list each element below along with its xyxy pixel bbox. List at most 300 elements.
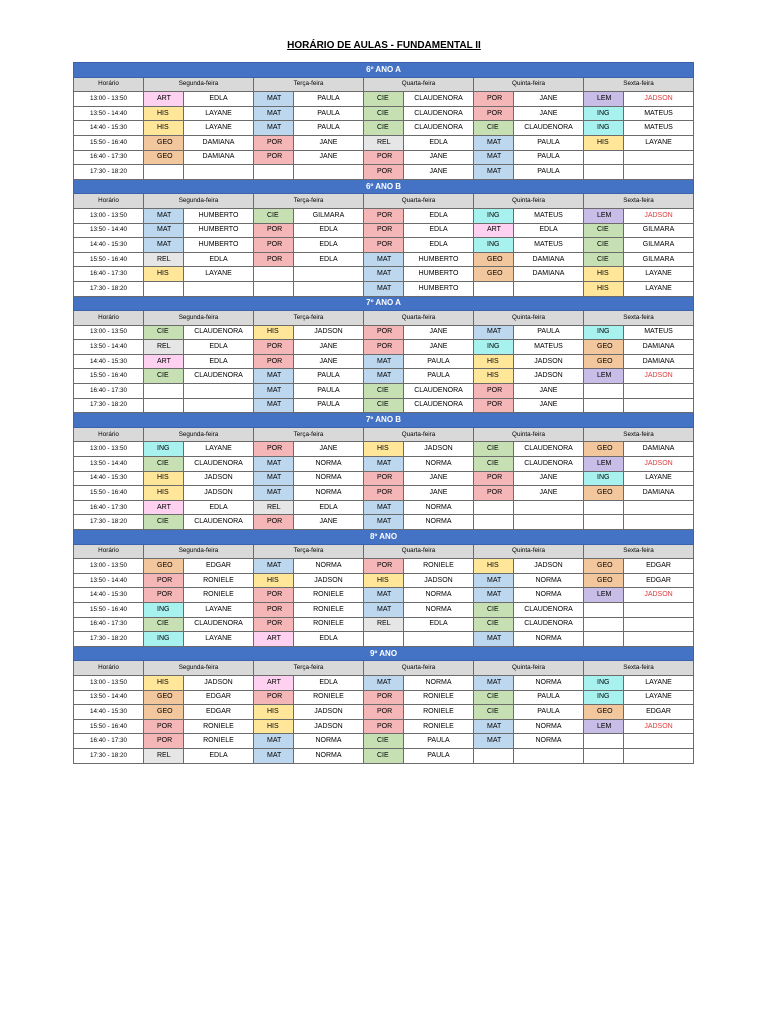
subject-code: LEM (584, 588, 624, 603)
subject-code: GEO (144, 135, 184, 150)
time-slot: 13:00 - 13:50 (74, 208, 144, 223)
table-row (74, 457, 694, 472)
teacher-name: CLAUDENORA (514, 442, 584, 457)
subject-code (144, 165, 184, 180)
teacher-name: JANE (404, 340, 474, 355)
teacher-name: CLAUDENORA (184, 325, 254, 340)
table-row (74, 748, 694, 763)
subject-code (254, 281, 294, 296)
subject-code: LEM (584, 369, 624, 384)
header-day: Quinta-feira (474, 311, 584, 326)
teacher-name: CLAUDENORA (184, 515, 254, 530)
subject-code: HIS (144, 121, 184, 136)
time-slot: 13:00 - 13:50 (74, 325, 144, 340)
time-slot: 13:50 - 14:40 (74, 223, 144, 238)
subject-code: HIS (254, 325, 294, 340)
subject-code: ING (584, 471, 624, 486)
subject-code: ING (584, 675, 624, 690)
teacher-name: CLAUDENORA (514, 617, 584, 632)
subject-code: MAT (474, 150, 514, 165)
teacher-name: EDLA (184, 354, 254, 369)
time-slot: 13:50 - 14:40 (74, 106, 144, 121)
subject-code: POR (364, 165, 404, 180)
subject-code: CIE (474, 602, 514, 617)
column-header-row (74, 661, 694, 676)
subject-code: CIE (144, 515, 184, 530)
teacher-name: CLAUDENORA (404, 121, 474, 136)
teacher-name: JADSON (624, 92, 694, 107)
subject-code: POR (474, 106, 514, 121)
subject-code: MAT (364, 281, 404, 296)
teacher-name: PAULA (294, 398, 364, 413)
header-day: Quinta-feira (474, 77, 584, 92)
subject-code: CIE (364, 92, 404, 107)
teacher-name: RONIELE (404, 719, 474, 734)
teacher-name: JANE (294, 442, 364, 457)
table-row (74, 471, 694, 486)
subject-code: ART (144, 500, 184, 515)
subject-code: ING (584, 106, 624, 121)
teacher-name: HUMBERTO (404, 281, 474, 296)
teacher-name: EDLA (294, 238, 364, 253)
time-slot: 17:30 - 18:20 (74, 398, 144, 413)
subject-code: HIS (144, 471, 184, 486)
table-row (74, 573, 694, 588)
teacher-name: CLAUDENORA (404, 106, 474, 121)
subject-code: MAT (364, 354, 404, 369)
teacher-name: PAULA (404, 748, 474, 763)
table-row (74, 690, 694, 705)
subject-code: CIE (364, 384, 404, 399)
subject-code: MAT (364, 457, 404, 472)
section-title: 7º ANO A (74, 296, 694, 311)
table-row (74, 602, 694, 617)
section-header (74, 179, 694, 194)
subject-code: GEO (144, 705, 184, 720)
time-slot: 17:30 - 18:20 (74, 281, 144, 296)
teacher-name: PAULA (514, 135, 584, 150)
time-slot: 13:00 - 13:50 (74, 92, 144, 107)
subject-code: MAT (474, 675, 514, 690)
time-slot: 17:30 - 18:20 (74, 748, 144, 763)
teacher-name: HUMBERTO (184, 208, 254, 223)
subject-code: REL (144, 252, 184, 267)
teacher-name: RONIELE (294, 617, 364, 632)
subject-code: HIS (144, 675, 184, 690)
subject-code: REL (254, 500, 294, 515)
teacher-name: LAYANE (184, 267, 254, 282)
subject-code: POR (364, 719, 404, 734)
teacher-name: JADSON (294, 719, 364, 734)
subject-code: REL (364, 135, 404, 150)
subject-code: CIE (364, 398, 404, 413)
teacher-name (514, 281, 584, 296)
teacher-name (294, 267, 364, 282)
subject-code: HIS (474, 369, 514, 384)
subject-code: LEM (584, 92, 624, 107)
subject-code: POR (364, 471, 404, 486)
teacher-name: NORMA (514, 734, 584, 749)
subject-code: POR (474, 92, 514, 107)
subject-code: ING (144, 632, 184, 647)
teacher-name: DAMIANA (184, 150, 254, 165)
header-day: Terça-feira (254, 77, 364, 92)
teacher-name: EDLA (404, 238, 474, 253)
teacher-name: JANE (294, 515, 364, 530)
subject-code: ING (144, 442, 184, 457)
subject-code: POR (364, 150, 404, 165)
subject-code: POR (474, 486, 514, 501)
teacher-name: NORMA (294, 471, 364, 486)
teacher-name: HUMBERTO (184, 238, 254, 253)
subject-code: CIE (364, 106, 404, 121)
time-slot: 17:30 - 18:20 (74, 632, 144, 647)
teacher-name: MATEUS (514, 238, 584, 253)
teacher-name (514, 515, 584, 530)
section-header (74, 413, 694, 428)
time-slot: 16:40 - 17:30 (74, 384, 144, 399)
subject-code (144, 398, 184, 413)
subject-code: POR (254, 340, 294, 355)
subject-code: GEO (584, 705, 624, 720)
teacher-name: HUMBERTO (184, 223, 254, 238)
teacher-name: JANE (294, 340, 364, 355)
teacher-name: JANE (404, 165, 474, 180)
time-slot: 15:50 - 16:40 (74, 486, 144, 501)
subject-code: POR (254, 602, 294, 617)
subject-code: HIS (584, 267, 624, 282)
subject-code: ING (144, 602, 184, 617)
subject-code (584, 398, 624, 413)
table-row (74, 369, 694, 384)
subject-code: MAT (254, 106, 294, 121)
subject-code: HIS (144, 267, 184, 282)
time-slot: 14:40 - 15:30 (74, 238, 144, 253)
subject-code: CIE (144, 617, 184, 632)
column-header-row (74, 77, 694, 92)
subject-code (584, 617, 624, 632)
teacher-name (184, 165, 254, 180)
teacher-name: RONIELE (184, 588, 254, 603)
table-row (74, 384, 694, 399)
teacher-name: CLAUDENORA (184, 617, 254, 632)
teacher-name (404, 632, 474, 647)
teacher-name: PAULA (294, 92, 364, 107)
teacher-name: NORMA (294, 486, 364, 501)
subject-code: ART (254, 632, 294, 647)
teacher-name: PAULA (294, 369, 364, 384)
teacher-name: EDLA (184, 340, 254, 355)
table-row (74, 121, 694, 136)
table-row (74, 150, 694, 165)
teacher-name: NORMA (514, 588, 584, 603)
subject-code: CIE (584, 252, 624, 267)
header-day: Sexta-feira (584, 77, 694, 92)
teacher-name: JANE (404, 150, 474, 165)
subject-code: CIE (474, 690, 514, 705)
table-row (74, 106, 694, 121)
subject-code: HIS (144, 486, 184, 501)
subject-code: LEM (584, 719, 624, 734)
teacher-name: JADSON (624, 719, 694, 734)
teacher-name: RONIELE (404, 690, 474, 705)
teacher-name: EDLA (184, 252, 254, 267)
subject-code: MAT (474, 135, 514, 150)
table-row (74, 617, 694, 632)
teacher-name: MATEUS (514, 208, 584, 223)
teacher-name: JANE (294, 354, 364, 369)
subject-code: MAT (254, 384, 294, 399)
table-row (74, 734, 694, 749)
header-day: Sexta-feira (584, 544, 694, 559)
subject-code: GEO (474, 267, 514, 282)
header-day: Segunda-feira (144, 77, 254, 92)
table-row (74, 398, 694, 413)
subject-code: MAT (364, 267, 404, 282)
header-day: Quarta-feira (364, 77, 474, 92)
teacher-name: NORMA (514, 675, 584, 690)
subject-code: POR (144, 719, 184, 734)
time-slot: 14:40 - 15:30 (74, 471, 144, 486)
teacher-name (624, 632, 694, 647)
subject-code: HIS (584, 281, 624, 296)
teacher-name: DAMIANA (514, 267, 584, 282)
teacher-name: CLAUDENORA (184, 457, 254, 472)
header-day: Sexta-feira (584, 661, 694, 676)
teacher-name (184, 384, 254, 399)
subject-code (474, 281, 514, 296)
column-header-row (74, 427, 694, 442)
teacher-name: RONIELE (184, 573, 254, 588)
subject-code: CIE (474, 442, 514, 457)
subject-code: POR (364, 223, 404, 238)
teacher-name: LAYANE (624, 690, 694, 705)
subject-code: MAT (144, 223, 184, 238)
teacher-name: RONIELE (294, 690, 364, 705)
teacher-name: JADSON (624, 457, 694, 472)
subject-code: POR (364, 486, 404, 501)
table-row (74, 135, 694, 150)
time-slot: 13:50 - 14:40 (74, 573, 144, 588)
subject-code: POR (254, 238, 294, 253)
teacher-name: GILMARA (624, 238, 694, 253)
teacher-name: MATEUS (624, 121, 694, 136)
teacher-name: DAMIANA (624, 486, 694, 501)
header-time: Horário (74, 544, 144, 559)
subject-code: POR (474, 471, 514, 486)
column-header-row (74, 544, 694, 559)
subject-code: HIS (474, 354, 514, 369)
teacher-name: JANE (404, 486, 474, 501)
teacher-name: NORMA (404, 515, 474, 530)
time-slot: 17:30 - 18:20 (74, 165, 144, 180)
header-time: Horário (74, 661, 144, 676)
subject-code: MAT (474, 632, 514, 647)
teacher-name: NORMA (404, 500, 474, 515)
subject-code: GEO (584, 486, 624, 501)
subject-code: POR (144, 573, 184, 588)
teacher-name (624, 398, 694, 413)
subject-code: POR (364, 690, 404, 705)
subject-code: GEO (584, 442, 624, 457)
subject-code: HIS (254, 573, 294, 588)
subject-code: CIE (254, 208, 294, 223)
subject-code: CIE (584, 238, 624, 253)
subject-code: ART (474, 223, 514, 238)
time-slot: 15:50 - 16:40 (74, 719, 144, 734)
teacher-name: JADSON (184, 486, 254, 501)
teacher-name: LAYANE (184, 106, 254, 121)
subject-code (584, 632, 624, 647)
subject-code: ING (474, 238, 514, 253)
teacher-name: JADSON (184, 675, 254, 690)
teacher-name: NORMA (294, 748, 364, 763)
teacher-name: EDLA (294, 675, 364, 690)
teacher-name: JANE (404, 471, 474, 486)
teacher-name: CLAUDENORA (404, 92, 474, 107)
teacher-name: DAMIANA (624, 442, 694, 457)
subject-code: MAT (254, 471, 294, 486)
subject-code: MAT (364, 675, 404, 690)
header-time: Horário (74, 427, 144, 442)
header-day: Segunda-feira (144, 194, 254, 209)
table-row (74, 559, 694, 574)
subject-code: CIE (474, 705, 514, 720)
header-day: Quarta-feira (364, 311, 474, 326)
teacher-name: PAULA (514, 150, 584, 165)
header-day: Segunda-feira (144, 427, 254, 442)
subject-code: MAT (144, 208, 184, 223)
header-day: Quarta-feira (364, 661, 474, 676)
header-day: Terça-feira (254, 311, 364, 326)
header-day: Quinta-feira (474, 661, 584, 676)
teacher-name: PAULA (514, 705, 584, 720)
teacher-name: EDLA (184, 500, 254, 515)
subject-code: ART (144, 92, 184, 107)
section-title: 6º ANO A (74, 63, 694, 78)
subject-code: POR (254, 617, 294, 632)
subject-code: POR (254, 223, 294, 238)
teacher-name: NORMA (294, 457, 364, 472)
teacher-name: NORMA (294, 734, 364, 749)
subject-code (144, 281, 184, 296)
subject-code (144, 384, 184, 399)
teacher-name (624, 748, 694, 763)
subject-code: HIS (254, 705, 294, 720)
teacher-name: EDGAR (184, 705, 254, 720)
teacher-name: LAYANE (184, 602, 254, 617)
teacher-name: JANE (514, 384, 584, 399)
time-slot: 14:40 - 15:30 (74, 121, 144, 136)
subject-code (474, 500, 514, 515)
time-slot: 16:40 - 17:30 (74, 150, 144, 165)
subject-code: MAT (254, 486, 294, 501)
subject-code: MAT (474, 734, 514, 749)
subject-code: MAT (364, 500, 404, 515)
teacher-name: EDLA (184, 92, 254, 107)
subject-code: MAT (364, 602, 404, 617)
teacher-name: EDLA (294, 223, 364, 238)
teacher-name: HUMBERTO (404, 252, 474, 267)
subject-code: POR (254, 252, 294, 267)
subject-code: POR (254, 442, 294, 457)
table-row (74, 223, 694, 238)
teacher-name: EDLA (404, 135, 474, 150)
subject-code (474, 748, 514, 763)
time-slot: 16:40 - 17:30 (74, 267, 144, 282)
subject-code: GEO (144, 150, 184, 165)
teacher-name: EDLA (184, 748, 254, 763)
table-row (74, 354, 694, 369)
time-slot: 15:50 - 16:40 (74, 135, 144, 150)
subject-code (584, 602, 624, 617)
teacher-name: LAYANE (624, 135, 694, 150)
teacher-name: LAYANE (624, 471, 694, 486)
teacher-name: CLAUDENORA (514, 457, 584, 472)
teacher-name: RONIELE (404, 559, 474, 574)
teacher-name: DAMIANA (624, 340, 694, 355)
subject-code: CIE (364, 748, 404, 763)
subject-code: POR (254, 354, 294, 369)
header-day: Sexta-feira (584, 194, 694, 209)
subject-code: MAT (254, 457, 294, 472)
time-slot: 13:50 - 14:40 (74, 340, 144, 355)
teacher-name: PAULA (514, 690, 584, 705)
teacher-name (624, 602, 694, 617)
teacher-name: JADSON (184, 471, 254, 486)
table-row (74, 238, 694, 253)
teacher-name: PAULA (404, 354, 474, 369)
teacher-name: JANE (294, 150, 364, 165)
time-slot: 14:40 - 15:30 (74, 354, 144, 369)
subject-code (584, 500, 624, 515)
teacher-name (624, 165, 694, 180)
subject-code: GEO (584, 573, 624, 588)
subject-code: POR (144, 588, 184, 603)
teacher-name: JANE (404, 325, 474, 340)
teacher-name: JANE (514, 486, 584, 501)
teacher-name: JADSON (294, 705, 364, 720)
subject-code (584, 748, 624, 763)
table-row (74, 486, 694, 501)
subject-code: POR (254, 135, 294, 150)
subject-code: POR (364, 559, 404, 574)
teacher-name: EDGAR (624, 573, 694, 588)
teacher-name: NORMA (514, 719, 584, 734)
teacher-name: EDGAR (624, 705, 694, 720)
subject-code: POR (364, 325, 404, 340)
subject-code: GEO (584, 340, 624, 355)
teacher-name: JADSON (624, 369, 694, 384)
section-header (74, 63, 694, 78)
header-day: Quinta-feira (474, 544, 584, 559)
teacher-name: RONIELE (184, 734, 254, 749)
table-row (74, 165, 694, 180)
subject-code: HIS (364, 442, 404, 457)
subject-code (364, 632, 404, 647)
section-title: 6º ANO B (74, 179, 694, 194)
teacher-name: JADSON (294, 573, 364, 588)
subject-code: POR (474, 398, 514, 413)
subject-code: MAT (474, 719, 514, 734)
teacher-name (624, 500, 694, 515)
teacher-name (624, 384, 694, 399)
table-row (74, 325, 694, 340)
time-slot: 14:40 - 15:30 (74, 588, 144, 603)
subject-code: MAT (254, 369, 294, 384)
teacher-name: JADSON (624, 588, 694, 603)
teacher-name: PAULA (294, 106, 364, 121)
